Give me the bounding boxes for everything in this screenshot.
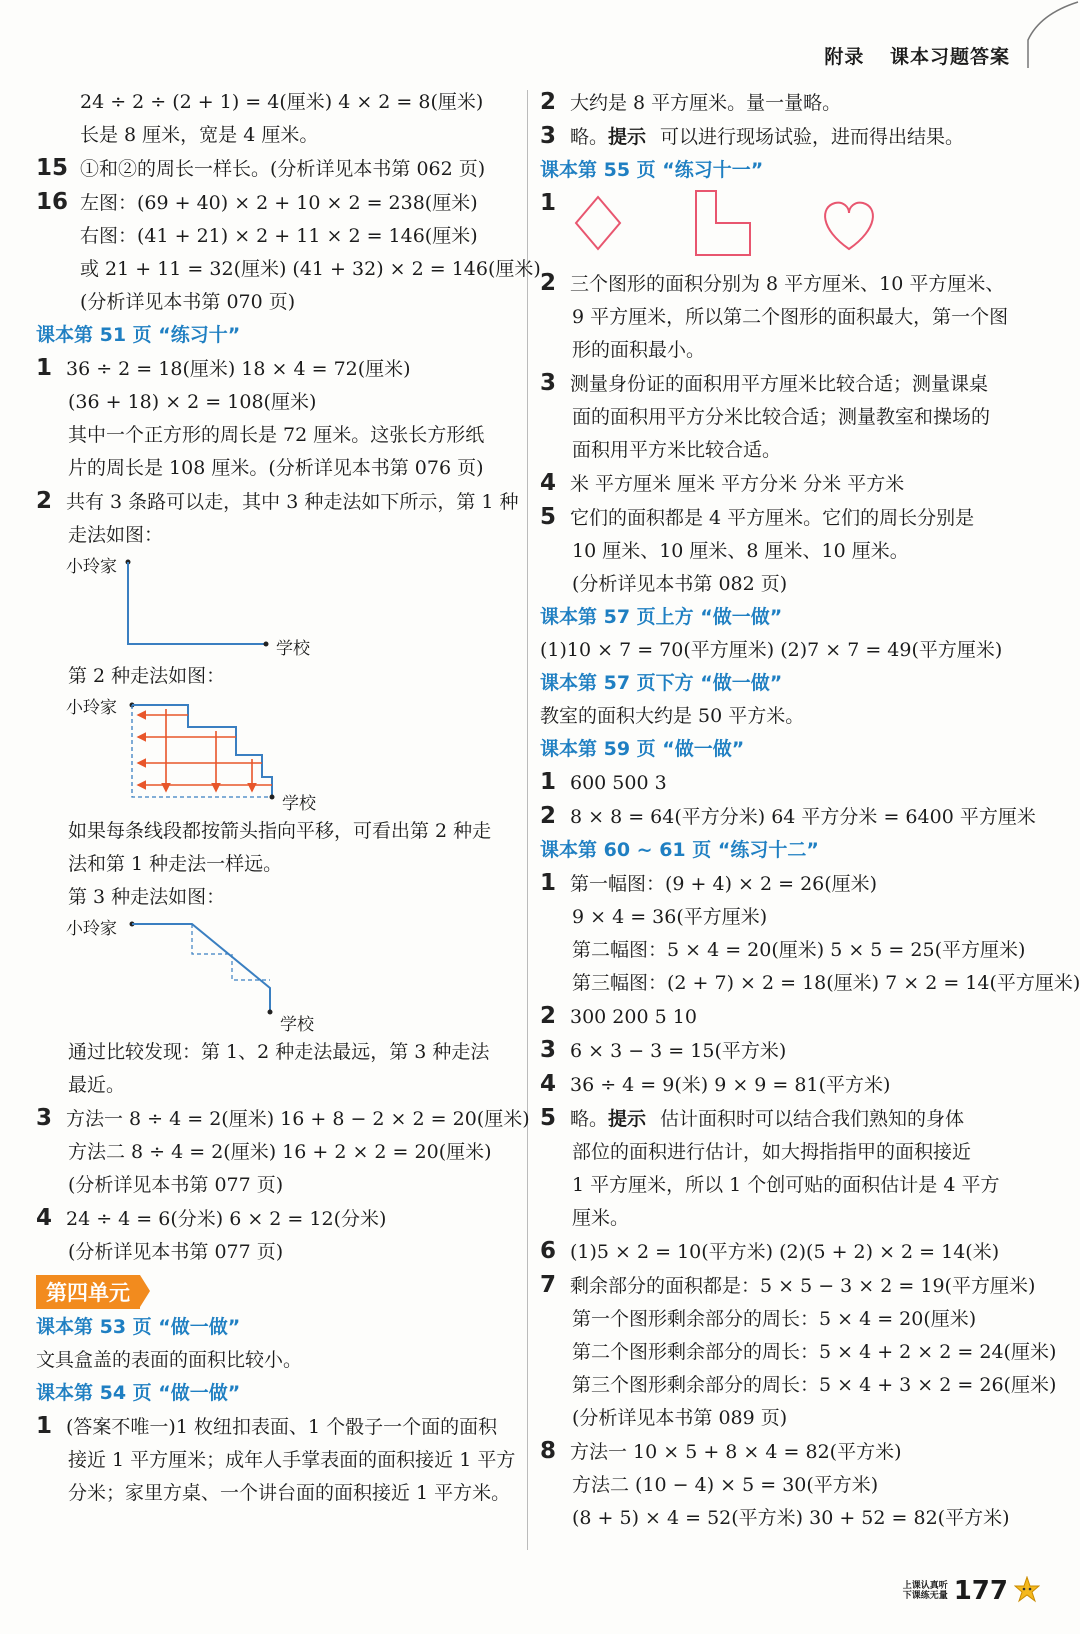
answer-line: 方法二 8 ÷ 4 = 2(厘米) 16 + 2 × 2 = 20(厘米) (68, 1141, 492, 1163)
answer-line: 接近 1 平方厘米；成年人手掌表面的面积接近 1 平方 (68, 1449, 516, 1471)
answer-line: 第二幅图：5 × 4 = 20(厘米) 5 × 5 = 25(平方厘米) (572, 939, 1026, 961)
route-diagram-1 (66, 552, 516, 660)
answer-line: 右图：(41 + 21) × 2 + 11 × 2 = 146(厘米) (80, 225, 478, 247)
question-number: 2 (540, 270, 557, 296)
answer-line: 第 2 种走法如图： (68, 665, 226, 687)
answer-line: 方法二 (10 − 4) × 5 = 30(平方米) (572, 1474, 879, 1496)
answer-line: 10 厘米、10 厘米、8 厘米、10 厘米。 (572, 540, 909, 562)
answer-line: 如果每条线段都按箭头指向平移，可看出第 2 种走 (68, 820, 492, 842)
answer-line: 片的周长是 108 厘米。(分析详见本书第 076 页) (68, 457, 484, 479)
section-heading: 课本第 57 页下方 “做一做” (540, 672, 783, 694)
answer-line: 第二个图形剩余部分的周长：5 × 4 + 2 × 2 = 24(厘米) (572, 1341, 1057, 1363)
page-corner-decoration (1020, 0, 1080, 70)
page-header (806, 42, 1010, 69)
answer-line: 第 3 种走法如图： (68, 886, 226, 908)
answer-line: 走法如图： (68, 524, 164, 546)
question-number: 1 (540, 190, 557, 216)
route-2-path (66, 693, 326, 815)
tip-label: 提示 (608, 126, 647, 148)
answer-line: 厘米。 (572, 1207, 630, 1229)
answer-line: (分析详见本书第 077 页) (68, 1241, 284, 1263)
answer-line: 通过比较发现：第 1、2 种走法最远，第 3 种走法 (68, 1041, 490, 1063)
section-heading: 课本第 55 页 “练习十一” (540, 159, 764, 181)
answer-line: (1)5 × 2 = 10(平方米) (2)(5 + 2) × 2 = 14(米) (570, 1241, 1000, 1263)
route-1-path (66, 552, 326, 660)
page-footer (903, 1576, 1040, 1606)
footer-slogan (903, 1581, 948, 1601)
answer-line: 600 500 3 (570, 772, 667, 794)
route-diagram-3 (66, 914, 516, 1036)
answer-line: 第一幅图：(9 + 4) × 2 = 26(厘米) (570, 873, 878, 895)
question-number: 6 (540, 1238, 557, 1264)
question-number: 1 (36, 355, 53, 381)
answer-line: 测量身份证的面积用平方厘米比较合适；测量课桌 (570, 373, 989, 395)
answer-line: (答案不唯一)1 枚纽扣表面、1 个骰子一个面的面积 (66, 1416, 498, 1438)
answer-line: 24 ÷ 4 = 6(分米) 6 × 2 = 12(分米) (66, 1208, 387, 1230)
answer-line: 第三个图形剩余部分的周长：5 × 4 + 3 × 2 = 26(厘米) (572, 1374, 1057, 1396)
section-heading: 课本第 54 页 “做一做” (36, 1382, 241, 1404)
answer-line: 9 平方厘米，所以第二个图形的面积最大，第一个图 (572, 306, 1009, 328)
slogan-line-1: 上课认真听 (902, 1581, 948, 1591)
label-home: 小玲家 (66, 557, 117, 577)
question-number: 3 (540, 370, 557, 396)
section-heading: 课本第 60 ~ 61 页 “练习十二” (540, 839, 819, 861)
answer-line: 面积用平方米比较合适。 (572, 439, 782, 461)
answer-line: (1)10 × 7 = 70(平方厘米) (2)7 × 7 = 49(平方厘米) (540, 639, 1003, 661)
question-number: 16 (36, 189, 69, 215)
question-number: 1 (540, 870, 557, 896)
question-number: 4 (540, 470, 557, 496)
answer-line: 36 ÷ 4 = 9(米) 9 × 9 = 81(平方米) (570, 1074, 891, 1096)
question-number: 1 (36, 1413, 53, 1439)
answer-line: (36 + 18) × 2 = 108(厘米) (68, 391, 317, 413)
label-school: 学校 (282, 794, 316, 814)
answer-line: 大约是 8 平方厘米。量一量略。 (570, 92, 842, 114)
section-heading: 课本第 53 页 “做一做” (36, 1316, 241, 1338)
shape-answers (540, 187, 1020, 267)
label-home: 小玲家 (66, 919, 117, 939)
question-number: 4 (540, 1071, 557, 1097)
answer-line: 教室的面积大约是 50 平方米。 (540, 705, 805, 727)
unit-banner: 第四单元 (36, 1275, 140, 1309)
question-number: 1 (540, 769, 557, 795)
answer-line: (分析详见本书第 082 页) (572, 573, 788, 595)
answer-line: 方法一 8 ÷ 4 = 2(厘米) 16 + 8 − 2 × 2 = 20(厘米) (66, 1108, 530, 1130)
section-heading: 课本第 57 页上方 “做一做” (540, 606, 783, 628)
answer-line: 24 ÷ 2 ÷ (2 + 1) = 4(厘米) 4 × 2 = 8(厘米) (80, 91, 484, 113)
answer-line: 300 200 5 10 (570, 1006, 697, 1028)
answer-line: 或 21 + 11 = 32(厘米) (41 + 32) × 2 = 146(厘米) (80, 258, 541, 280)
answer-line: (分析详见本书第 070 页) (80, 291, 296, 313)
answer-line: 部位的面积进行估计，如大拇指指甲的面积接近 (572, 1141, 972, 1163)
answer-line: 米 平方厘米 厘米 平方分米 分米 平方米 (570, 473, 905, 495)
answer-line: 8 × 8 = 64(平方分米) 64 平方分米 = 6400 平方厘米 (570, 806, 1036, 828)
answer-line: 1 平方厘米，所以 1 个创可贴的面积估计是 4 平方 (572, 1174, 1000, 1196)
route-3-path (66, 914, 326, 1036)
question-number: 2 (540, 803, 557, 829)
answer-line: 第一个图形剩余部分的周长：5 × 4 = 20(厘米) (572, 1308, 977, 1330)
answer-line: (8 + 5) × 4 = 52(平方米) 30 + 52 = 82(平方米) (572, 1507, 1010, 1529)
mascot-icon (1014, 1576, 1040, 1606)
tip-label: 提示 (608, 1108, 647, 1130)
answer-line: 可以进行现场试验，进而得出结果。 (660, 126, 965, 148)
page-number: 177 (953, 1576, 1008, 1606)
question-number: 3 (36, 1105, 53, 1131)
answer-line: 剩余部分的面积都是：5 × 5 − 3 × 2 = 19(平方厘米) (570, 1275, 1036, 1297)
column-divider (527, 90, 528, 1550)
question-number: 7 (540, 1272, 557, 1298)
question-number: 2 (540, 89, 557, 115)
slogan-line-2: 下课练无量 (902, 1591, 948, 1601)
answer-line: 9 × 4 = 36(平方厘米) (572, 906, 768, 928)
header-title: 课本习题答案 (889, 46, 1010, 68)
answer-line: 最近。 (68, 1074, 126, 1096)
answer-line: 其中一个正方形的周长是 72 厘米。这张长方形纸 (68, 424, 485, 446)
answer-line: 形的面积最小。 (572, 339, 706, 361)
answer-line: ①和②的周长一样长。(分析详见本书第 062 页) (80, 158, 486, 180)
answer-line: 36 ÷ 2 = 18(厘米) 18 × 4 = 72(厘米) (66, 358, 411, 380)
heart-shape (825, 203, 873, 249)
answer-line: 左图：(69 + 40) × 2 + 10 × 2 = 238(厘米) (80, 192, 478, 214)
answer-line: (分析详见本书第 089 页) (572, 1407, 788, 1429)
answer-line: 共有 3 条路可以走，其中 3 种走法如下所示，第 1 种 (66, 491, 519, 513)
question-number: 4 (36, 1205, 53, 1231)
answer-line: 长是 8 厘米，宽是 4 厘米。 (80, 124, 319, 146)
diamond-shape (576, 197, 620, 249)
answer-line: 分米；家里方桌、一个讲台面的面积接近 1 平方米。 (68, 1482, 511, 1504)
answer-line: 它们的面积都是 4 平方厘米。它们的周长分别是 (570, 507, 975, 529)
answer-line: 第三幅图：(2 + 7) × 2 = 18(厘米) 7 × 2 = 14(平方厘米) (572, 972, 1080, 994)
section-heading: 课本第 59 页 “做一做” (540, 738, 745, 760)
answer-line: 略。 (570, 126, 609, 148)
answer-line: 方法一 10 × 5 + 8 × 4 = 82(平方米) (570, 1441, 902, 1463)
question-number: 8 (540, 1438, 557, 1464)
label-home: 小玲家 (66, 698, 117, 718)
question-number: 2 (36, 488, 53, 514)
header-appendix: 附录 (824, 46, 865, 68)
question-number: 3 (540, 1037, 557, 1063)
answer-line: 三个图形的面积分别为 8 平方厘米、10 平方厘米、 (570, 273, 1005, 295)
right-column (540, 86, 1080, 1535)
answer-line: 文具盒盖的表面的面积比较小。 (36, 1349, 303, 1371)
answer-line: 略。 (570, 1108, 609, 1130)
answer-line: 估计面积时可以结合我们熟知的身体 (660, 1108, 965, 1130)
label-school: 学校 (280, 1015, 314, 1035)
label-school: 学校 (276, 639, 310, 659)
question-number: 5 (540, 1105, 557, 1131)
shape-figures (570, 189, 890, 263)
answer-line: 6 × 3 − 3 = 15(平方米) (570, 1040, 787, 1062)
answer-line: 法和第 1 种走法一样远。 (68, 853, 283, 875)
l-shape (696, 191, 750, 255)
question-number: 3 (540, 123, 557, 149)
question-number: 15 (36, 155, 69, 181)
answer-line: 面的面积用平方分米比较合适；测量教室和操场的 (572, 406, 991, 428)
left-column (36, 86, 541, 1510)
answer-line: (分析详见本书第 077 页) (68, 1174, 284, 1196)
question-number: 5 (540, 504, 557, 530)
section-heading: 课本第 51 页 “练习十” (36, 324, 241, 346)
question-number: 2 (540, 1003, 557, 1029)
route-diagram-2 (66, 693, 516, 815)
